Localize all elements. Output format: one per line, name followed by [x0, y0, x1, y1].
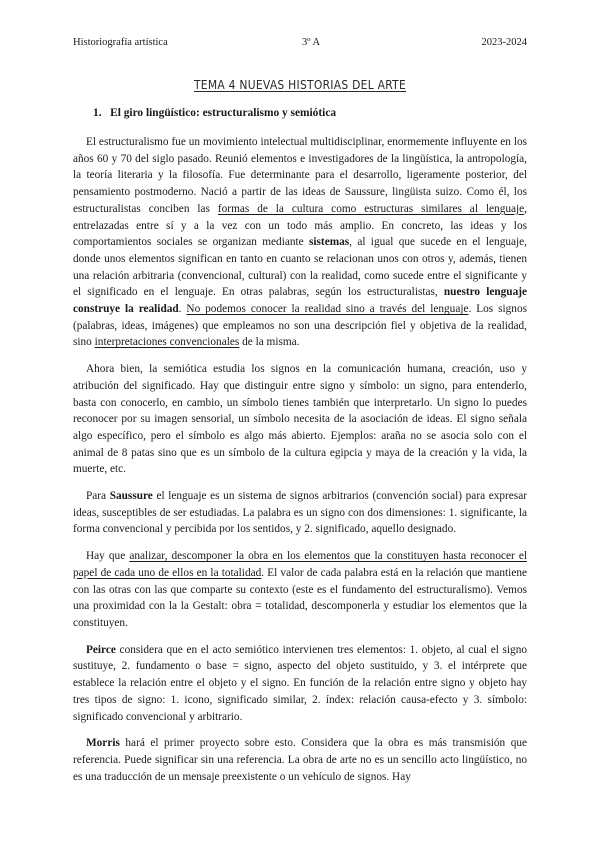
paragraph-peirce: [73, 642, 527, 726]
bold-text: nuestro lenguaje construye la realidad: [73, 286, 528, 316]
paragraph-analysis: [73, 548, 527, 632]
underlined-text: interpretaciones convencionales: [94, 336, 240, 349]
document-body: [73, 134, 527, 795]
page-header: [73, 37, 527, 51]
bold-text: Peirce: [86, 643, 116, 656]
document-title: [42, 77, 558, 92]
academic-year: 2023-2024: [481, 37, 527, 48]
underlined-text: No podemos conocer la realidad sino a través del lenguaje: [186, 303, 469, 316]
paragraph-saussure: [73, 488, 527, 538]
bold-text: Saussure: [109, 490, 153, 503]
text-run: El estructuralismo fue un movimiento intelectual multidisciplinar, enormemente influyente en los años 60 y 70 del siglo pasado. Reunió elementos e investigadores de la lingüística, la antropología, la teoría literaria y la filosofía. Fue determinante para el desarrollo, ligeramente posterior, del pensamiento postmoderno. Nació a partir de las ideas de Saussure, lingüista suizo. Como él, los estructuralistas conciben las: [73, 136, 527, 215]
course-name: Historiografía artística: [73, 37, 168, 48]
text-run: de la misma.: [239, 336, 300, 349]
text-run: , al igual que sucede en el lenguaje, donde unos elementos significan en tanto en cuanto se relacionan unos con otros y, además, tienen una relación arbitraria (convencional, cultural) con la realidad, como sucede entre el significante y el significado en el lenguaje. En otras palabras, según los estructuralistas,: [73, 236, 527, 299]
underlined-text: analizar, descomponer la obra en los elementos que la constituyen hasta reconocer el papel de cada uno de ellos en la totalidad: [73, 550, 528, 579]
paragraph-morris: [73, 735, 527, 785]
text-run: .: [178, 303, 187, 316]
section-heading: [93, 107, 336, 119]
text-run: . Los signos (palabras, ideas, imágenes) que empleamos no son una descripción fiel y objetiva de la realidad, sino: [73, 303, 527, 349]
underlined-text: formas de la cultura como estructuras similares al lenguaje: [217, 202, 525, 215]
text-run: , entrelazadas entre sí y a la vez con un todo más amplio. En concreto, las ideas y los comportamientos sociales se organizan mediante: [73, 202, 527, 249]
section-number: 1.: [93, 107, 102, 119]
paragraph-structuralism: [73, 134, 527, 351]
course-group: 3º A: [302, 37, 321, 48]
text-run: considera que en el acto semiótico intervienen tres elementos: 1. objeto, al cual el signo sustituye, 2. fundamento o base = signo, aspecto del objeto sustituido, y 3. el intérprete que establece la relación entre el objeto y el signo. En función de la relación entre signo y objeto hay tres tipos de signo: 1. icono, significado similar, 2. índex: relación causa-efecto y 3. símbolo: significado convencional y arbitrario.: [73, 643, 527, 723]
text-run: Ahora bien, la semiótica estudia los signos en la comunicación humana, creación, uso y atribución del significado. Hay que distinguir entre signo y símbolo: un signo, para entenderlo, basta con conocerlo, en cambio, un símbolo tienes también que interpretarlo. Un signo lo puedes reconocer por su imagen sensorial, un símbolo necesita de la asociación de ideas. El signo señala algo específico, pero el símbolo es algo más abierto. Ejemplos: araña no se asocia solo con el animal de 8 patas sino que es un símbolo de la cultura egipcia y maya de la creación y la vida, la muerte, etc.: [73, 363, 527, 476]
text-run: hará el primer proyecto sobre esto. Considera que la obra es más transmisión que referencia. Puede significar sin una referencia. La obra de arte no es un sencillo acto lingüístico, no es una traducción de un mensaje preexistente o un vehículo de signos. Hay: [73, 737, 527, 783]
bold-text: Morris: [86, 737, 120, 750]
text-run: Para: [86, 490, 110, 503]
text-run: el lenguaje es un sistema de signos arbitrarios (convención social) para expresar ideas, susceptibles de ser estudiadas. La palabra es un signo con dos dimensiones: 1. significante, la forma convencional y percibida por los sentidos, y 2. significado, aquello designado.: [73, 490, 527, 536]
text-run: Hay que: [86, 550, 130, 563]
section-heading-text: El giro lingüístico: estructuralismo y semiótica: [110, 107, 337, 119]
text-run: . El valor de cada palabra está en la relación que mantiene con las otras con las que comparte su contexto (este es el fundamento del estructuralismo). Vemos una proximidad con la la Gestalt: obra = totalidad, descomponerla y estudiar los elementos que la constituyen.: [73, 566, 527, 629]
bold-text: sistemas: [309, 236, 350, 249]
document-title-text: TEMA 4 NUEVAS HISTORIAS DEL ARTE: [193, 77, 407, 92]
paragraph-semiotics: [73, 361, 527, 478]
